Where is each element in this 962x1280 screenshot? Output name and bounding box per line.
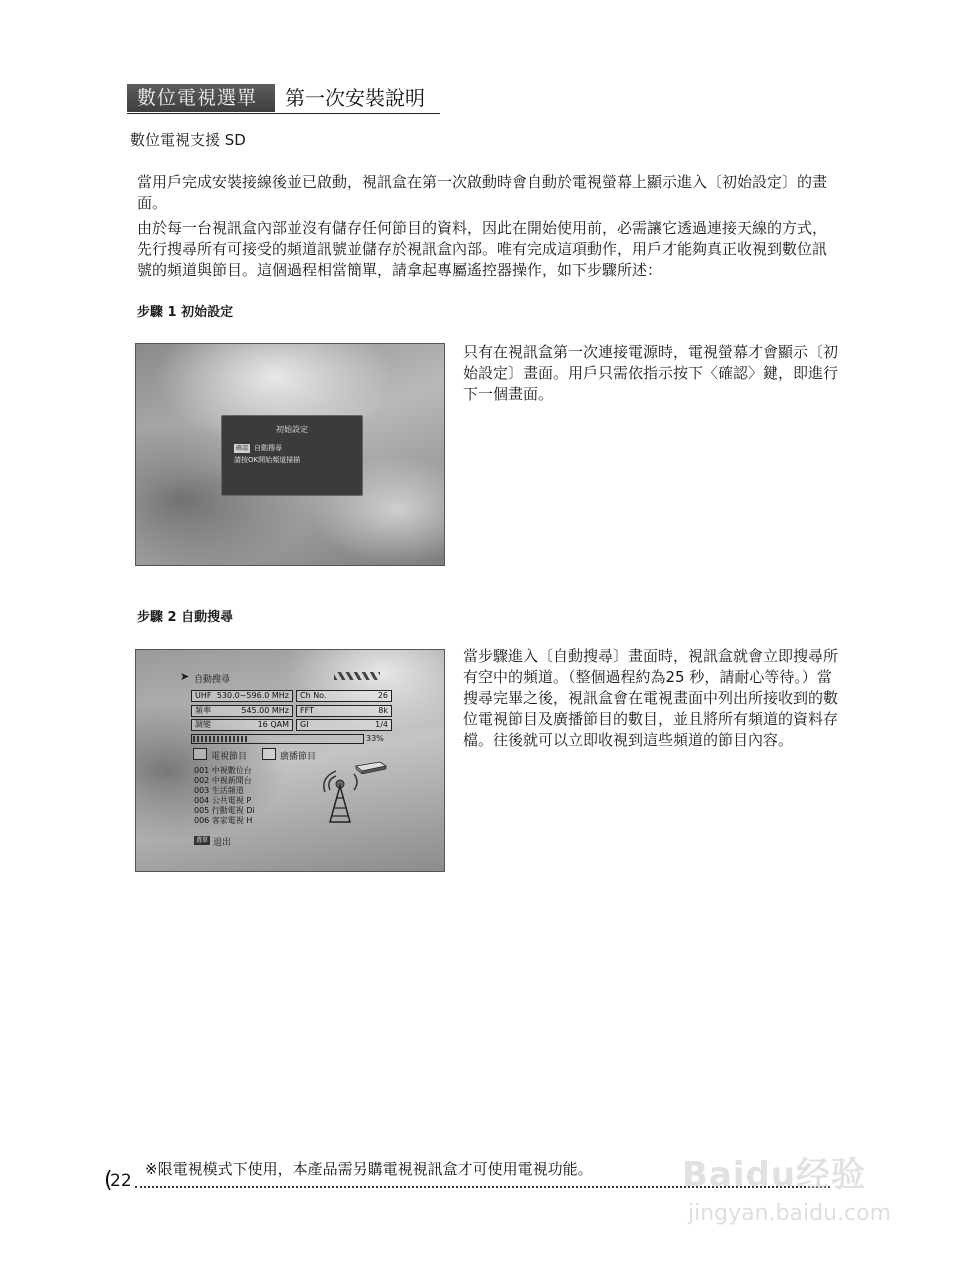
page-number-bracket: (	[104, 1168, 113, 1193]
uhf-range-cell	[191, 690, 293, 702]
fft-label: FFT	[300, 706, 314, 715]
arrow-right-icon: ➤	[180, 670, 190, 683]
channel-number-value: 26	[377, 691, 388, 700]
tv-programs-label: 電視節目	[211, 752, 248, 762]
step2-heading: 步驟 2 自動搜尋	[137, 610, 234, 625]
screen-title: 自動搜尋	[194, 675, 231, 685]
intro-paragraph-2: 由於每一台視訊盒內部並沒有儲存任何節目的資料，因此在開始使用前，必需讓它透過連接天線的方式，先行搜尋所有可接受的頻道訊號並儲存於視訊盒內部。唯有完成這項動作，用戶才能夠真正收視到數位訊號的頻道與節目。這個過程相當簡單，請拿起專屬遙控器操作，如下步驟所述：	[137, 219, 828, 279]
exit-label: 退出	[213, 838, 232, 848]
baidu-watermark	[682, 1147, 902, 1237]
auto-search-option: 自動搜尋	[254, 444, 282, 452]
initial-setup-dialog	[221, 415, 363, 496]
modulation-cell	[191, 719, 293, 731]
step1-heading: 步驟 1 初始設定	[137, 305, 234, 320]
menu-key-badge: 選單	[196, 837, 209, 844]
frequency-label: 頻率	[195, 706, 211, 715]
page-subtitle: 數位電視支援 SD	[130, 131, 246, 149]
page-number: 22	[110, 1171, 132, 1191]
dialog-title: 初始設定	[276, 425, 308, 434]
initial-setup-screenshot	[135, 343, 445, 566]
tv-icon	[193, 748, 207, 760]
uhf-label: UHF	[195, 691, 212, 700]
radio-programs-label: 廣播節目	[280, 752, 317, 762]
channel-number-cell	[296, 690, 392, 702]
channel-list-item: 003 生活頻道	[194, 786, 244, 795]
channel-number-label: Ch No.	[300, 691, 327, 700]
channel-list-item: 006 客家電視 H	[194, 816, 253, 825]
modulation-value: 16 QAM	[257, 720, 289, 729]
fft-cell	[296, 705, 392, 717]
section-tag: 數位電視選單	[127, 84, 275, 112]
signal-hatch-decoration	[334, 672, 380, 680]
channel-list-item: 001 中視數位台	[194, 766, 252, 775]
step2-description: 當步驟進入〔自動搜尋〕畫面時，視訊盒就會立即搜尋所有空中的頻道。（整個過程約為25 秒，請耐心等待。）當搜尋完畢之後，視訊盒會在電視畫面中列出所接收到的數位電視節目及廣播節目的數目，並且將所有頻道的資料存檔。往後就可以立即收視到這些頻道的節目內容。	[463, 647, 839, 749]
antenna-tower-icon	[316, 770, 376, 825]
modulation-label: 調變	[195, 720, 211, 729]
guard-interval-cell	[296, 719, 392, 731]
intro-paragraph-1: 當用戶完成安裝接線後並已啟動，視訊盒在第一次啟動時會自動於電視螢幕上顯示進入〔初始設定〕的畫面。	[137, 173, 828, 212]
scan-progress-text: 33%	[366, 734, 384, 743]
confirm-key-badge: 確認	[236, 445, 249, 452]
channel-list-item: 005 行動電視 Di	[194, 806, 255, 815]
radio-icon	[262, 748, 276, 760]
frequency-cell	[191, 705, 293, 717]
step1-description: 只有在視訊盒第一次連接電源時，電視螢幕才會顯示〔初始設定〕畫面。用戶只需依指示按下〈確認〉鍵，即進行下一個畫面。	[463, 343, 839, 403]
channel-list	[194, 766, 255, 826]
watermark-url: jingyan.baidu.com	[688, 1201, 892, 1226]
fft-value: 8k	[378, 706, 388, 715]
guard-interval-value: 1/4	[375, 720, 388, 729]
footer-note: ※限電視模式下使用，本產品需另購電視視訊盒才可使用電視功能。	[145, 1160, 593, 1178]
guard-interval-label: GI	[300, 720, 309, 729]
scan-progress-bar	[191, 734, 364, 744]
auto-search-screenshot	[135, 649, 445, 872]
watermark-logo: Baidu经验	[682, 1155, 867, 1195]
frequency-value: 545.00 MHz	[241, 706, 289, 715]
uhf-value: 530.0~596.0 MHz	[216, 691, 289, 700]
scan-progress-fill	[193, 736, 249, 742]
page-title: 第一次安裝說明	[285, 86, 425, 110]
channel-list-item: 004 公共電視 P	[194, 796, 252, 805]
header-rule	[127, 113, 440, 114]
scan-hint: 請按OK開始頻道掃描	[234, 456, 301, 464]
channel-list-item: 002 中視新聞台	[194, 776, 252, 785]
